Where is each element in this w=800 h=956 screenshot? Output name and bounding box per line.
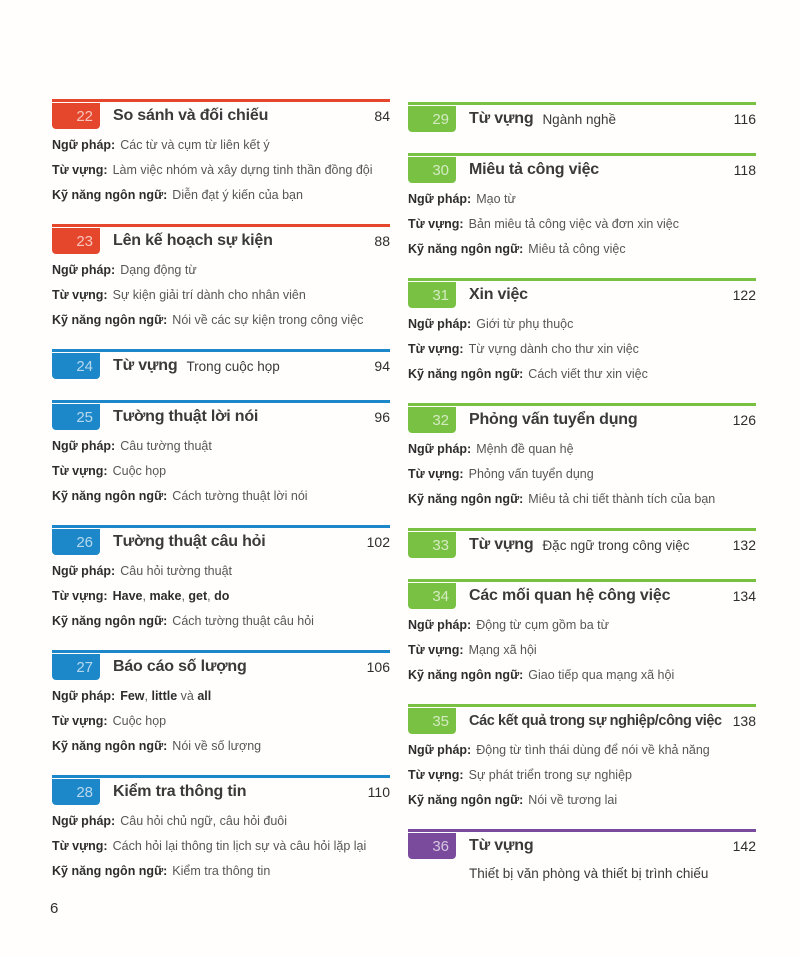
unit-detail-line [52, 609, 390, 634]
toc-unit-35 [408, 704, 756, 813]
detail-label: Ngữ pháp: [52, 814, 116, 828]
detail-label: Từ vựng: [408, 467, 464, 481]
unit-detail-line [52, 809, 390, 834]
detail-label: Ngữ pháp: [52, 689, 116, 703]
detail-label: Kỹ năng ngôn ngữ: [408, 367, 524, 381]
detail-label: Kỹ năng ngôn ngữ: [52, 864, 168, 878]
unit-number: 30 [432, 161, 449, 179]
unit-details [52, 258, 390, 333]
unit-number: 23 [76, 232, 93, 250]
unit-number: 33 [432, 536, 449, 554]
unit-detail-line [408, 362, 756, 387]
unit-header [52, 349, 390, 380]
unit-number-badge [52, 228, 100, 254]
unit-title: Từ vựng [469, 110, 534, 127]
unit-number-badge [408, 583, 456, 609]
detail-text: do [214, 589, 230, 603]
unit-number-badge [408, 708, 456, 734]
unit-subtitle: Trong cuộc họp [186, 358, 280, 374]
unit-number-badge [408, 833, 456, 859]
unit-header [408, 278, 756, 309]
unit-number-badge [52, 779, 100, 805]
unit-header [408, 403, 756, 434]
unit-number: 24 [76, 357, 93, 375]
detail-label: Kỹ năng ngôn ngữ: [52, 313, 168, 327]
toc-unit-32 [408, 403, 756, 512]
unit-title: Từ vựng [469, 536, 534, 553]
detail-text: Làm việc nhóm và xây dựng tinh thần đồng đội [112, 163, 373, 177]
unit-detail-line [408, 738, 756, 763]
detail-text: Nói về các sự kiện trong công việc [172, 313, 364, 327]
detail-label: Ngữ pháp: [52, 263, 116, 277]
unit-title: Báo cáo số lượng [113, 658, 247, 675]
detail-text: get [188, 589, 208, 603]
detail-text: Sự kiện giải trí dành cho nhân viên [112, 288, 306, 302]
detail-text: Câu tường thuật [120, 439, 212, 453]
unit-title: Kiểm tra thông tin [113, 783, 247, 800]
unit-number-badge [408, 532, 456, 558]
detail-text: Các từ và cụm từ liên kết ý [120, 138, 270, 152]
unit-title: Phỏng vấn tuyển dụng [469, 411, 638, 428]
unit-page-number: 94 [374, 358, 390, 374]
unit-number: 31 [432, 286, 449, 304]
unit-detail-line [408, 663, 756, 688]
detail-label: Ngữ pháp: [408, 618, 472, 632]
unit-detail-line [52, 734, 390, 759]
unit-number: 28 [76, 783, 93, 801]
detail-label: Từ vựng: [52, 288, 108, 302]
detail-label: Kỹ năng ngôn ngữ: [52, 739, 168, 753]
unit-header [408, 704, 756, 735]
detail-text: Từ vựng dành cho thư xin việc [468, 342, 639, 356]
detail-text: Giới từ phụ thuộc [476, 317, 574, 331]
unit-number: 34 [432, 587, 449, 605]
detail-label: Từ vựng: [52, 839, 108, 853]
detail-text: little [151, 689, 178, 703]
detail-label: Ngữ pháp: [52, 564, 116, 578]
detail-text: Few [120, 689, 145, 703]
unit-detail-line [52, 484, 390, 509]
unit-page-number: 138 [732, 713, 756, 729]
unit-number: 25 [76, 408, 93, 426]
unit-detail-line [52, 584, 390, 609]
unit-detail-line [52, 684, 390, 709]
detail-text: Nói về số lượng [172, 739, 262, 753]
unit-detail-line [52, 308, 390, 333]
unit-header [52, 525, 390, 556]
unit-number-badge [408, 157, 456, 183]
toc-column-left [52, 99, 390, 900]
unit-number-badge [408, 407, 456, 433]
unit-page-number: 126 [732, 412, 756, 428]
unit-detail-line [52, 559, 390, 584]
detail-text: Giao tiếp qua mạng xã hội [528, 668, 675, 682]
unit-header [52, 775, 390, 806]
unit-number-badge [52, 103, 100, 129]
unit-page-number: 96 [374, 409, 390, 425]
unit-detail-line [52, 434, 390, 459]
unit-detail-line [408, 212, 756, 237]
unit-detail-line [52, 158, 390, 183]
toc-unit-28 [52, 775, 390, 884]
detail-text: Bản miêu tả công việc và đơn xin việc [468, 217, 679, 231]
detail-text: Diễn đạt ý kiến của bạn [172, 188, 303, 202]
unit-title: Các mối quan hệ công việc [469, 587, 671, 604]
detail-label: Từ vựng: [408, 643, 464, 657]
unit-subtitle: Ngành nghề [542, 111, 617, 127]
toc-unit-26 [52, 525, 390, 634]
detail-label: Ngữ pháp: [408, 317, 472, 331]
detail-label: Kỹ năng ngôn ngữ: [52, 614, 168, 628]
detail-text: Sự phát triển trong sự nghiệp [468, 768, 632, 782]
unit-number: 22 [76, 107, 93, 125]
detail-label: Kỹ năng ngôn ngữ: [52, 188, 168, 202]
detail-text: Động từ cụm gồm ba từ [476, 618, 609, 632]
unit-number-badge [52, 404, 100, 430]
unit-header [408, 153, 756, 184]
detail-text: Mạng xã hội [468, 643, 537, 657]
detail-label: Từ vựng: [408, 217, 464, 231]
unit-details [408, 187, 756, 262]
unit-header [52, 224, 390, 255]
unit-detail-line [52, 183, 390, 208]
detail-text: Kiểm tra thông tin [172, 864, 271, 878]
detail-label: Từ vựng: [52, 464, 108, 478]
unit-details [52, 133, 390, 208]
unit-details [408, 738, 756, 813]
detail-label: Từ vựng: [52, 589, 108, 603]
unit-details [52, 809, 390, 884]
unit-page-number: 84 [374, 108, 390, 124]
detail-label: Từ vựng: [52, 163, 108, 177]
detail-label: Kỹ năng ngôn ngữ: [408, 492, 524, 506]
unit-detail-line [408, 638, 756, 663]
unit-subtitle: Đặc ngữ trong công việc [542, 537, 690, 553]
unit-title: Từ vựng [113, 357, 178, 374]
detail-label: Ngữ pháp: [52, 439, 116, 453]
unit-title: Tường thuật lời nói [113, 408, 259, 425]
unit-page-number: 142 [732, 838, 756, 854]
unit-detail-line [52, 133, 390, 158]
unit-number-badge [408, 106, 456, 132]
detail-text: Mệnh đề quan hệ [476, 442, 574, 456]
unit-header [52, 650, 390, 681]
toc-unit-25 [52, 400, 390, 509]
detail-label: Kỹ năng ngôn ngữ: [408, 668, 524, 682]
unit-details [408, 312, 756, 387]
detail-text: Cuộc họp [112, 714, 167, 728]
unit-detail-line [408, 763, 756, 788]
detail-text: Nói về tương lai [528, 793, 618, 807]
detail-label: Ngữ pháp: [52, 138, 116, 152]
detail-label: Ngữ pháp: [408, 442, 472, 456]
unit-detail-line [408, 788, 756, 813]
detail-text: Câu hỏi chủ ngữ, câu hỏi đuôi [120, 814, 288, 828]
toc-unit-33 [408, 528, 756, 559]
toc-unit-23 [52, 224, 390, 333]
detail-text: , [207, 589, 215, 603]
detail-label: Từ vựng: [52, 714, 108, 728]
unit-title: Các kết quả trong sự nghiệp/công việc [469, 713, 722, 729]
detail-label: Từ vựng: [408, 342, 464, 356]
unit-details [408, 613, 756, 688]
unit-page-number: 132 [732, 537, 756, 553]
unit-number: 26 [76, 533, 93, 551]
unit-number: 29 [432, 110, 449, 128]
detail-label: Kỹ năng ngôn ngữ: [52, 489, 168, 503]
detail-text: Động từ tình thái dùng để nói về khả năng [476, 743, 710, 757]
unit-details [408, 437, 756, 512]
unit-header [52, 99, 390, 130]
detail-label: Kỹ năng ngôn ngữ: [408, 793, 524, 807]
detail-text: all [197, 689, 212, 703]
unit-number: 27 [76, 658, 93, 676]
unit-title: Tường thuật câu hỏi [113, 533, 266, 550]
detail-text: Miêu tả chi tiết thành tích của bạn [528, 492, 716, 506]
unit-page-number: 102 [366, 534, 390, 550]
detail-text: Dạng động từ [120, 263, 197, 277]
unit-detail-line [408, 437, 756, 462]
detail-label: Kỹ năng ngôn ngữ: [408, 242, 524, 256]
unit-detail-line [52, 283, 390, 308]
toc-unit-31 [408, 278, 756, 387]
unit-title: Lên kế hoạch sự kiện [113, 232, 273, 249]
unit-number-badge [52, 353, 100, 379]
unit-details [52, 434, 390, 509]
unit-details [52, 684, 390, 759]
toc-unit-27 [52, 650, 390, 759]
detail-text: , [181, 589, 189, 603]
toc-unit-34 [408, 579, 756, 688]
unit-header [408, 579, 756, 610]
unit-header [52, 400, 390, 431]
detail-text: Câu hỏi tường thuật [120, 564, 232, 578]
unit-detail-line [408, 462, 756, 487]
detail-text: Cách hỏi lại thông tin lịch sự và câu hỏi lặp lại [112, 839, 367, 853]
detail-text: Mạo từ [476, 192, 516, 206]
unit-subtitle: Thiết bị văn phòng và thiết bị trình chiếu [469, 866, 709, 881]
unit-detail-line [52, 459, 390, 484]
toc-column-right [408, 102, 756, 906]
detail-text: Miêu tả công việc [528, 242, 626, 256]
unit-header [408, 528, 756, 559]
unit-page-number: 122 [732, 287, 756, 303]
unit-number: 35 [432, 712, 449, 730]
detail-text: Cuộc họp [112, 464, 167, 478]
toc-unit-29 [408, 102, 756, 133]
detail-text: make [149, 589, 182, 603]
detail-text: Cách viết thư xin việc [528, 367, 648, 381]
detail-label: Ngữ pháp: [408, 743, 472, 757]
unit-detail-line [408, 187, 756, 212]
toc-unit-36 [408, 829, 756, 886]
toc-unit-22 [52, 99, 390, 208]
page-number: 6 [50, 900, 59, 917]
unit-page-number: 116 [733, 111, 756, 127]
unit-number-badge [52, 654, 100, 680]
detail-text: Cách tường thuật câu hỏi [172, 614, 314, 628]
unit-title: Xin việc [469, 286, 528, 303]
unit-number: 36 [432, 837, 449, 855]
detail-text: và [177, 689, 198, 703]
unit-title: Miêu tả công việc [469, 161, 599, 178]
unit-page-number: 134 [732, 588, 756, 604]
unit-detail-line [52, 258, 390, 283]
unit-header [408, 829, 756, 860]
unit-details [52, 559, 390, 634]
toc-unit-30 [408, 153, 756, 262]
unit-detail-line [408, 237, 756, 262]
unit-detail-line [52, 709, 390, 734]
detail-text: Have [112, 589, 143, 603]
unit-page-number: 110 [367, 784, 390, 800]
detail-text: , [144, 689, 152, 703]
unit-number: 32 [432, 411, 449, 429]
unit-detail-line [408, 613, 756, 638]
unit-detail-line [52, 859, 390, 884]
unit-page-number: 88 [374, 233, 390, 249]
unit-detail-line [52, 834, 390, 859]
detail-label: Từ vựng: [408, 768, 464, 782]
detail-text: Cách tường thuật lời nói [172, 489, 308, 503]
unit-title: So sánh và đối chiếu [113, 107, 269, 124]
detail-text: Phỏng vấn tuyển dụng [468, 467, 594, 481]
unit-detail-line [408, 487, 756, 512]
unit-page-number: 106 [366, 659, 390, 675]
detail-label: Ngữ pháp: [408, 192, 472, 206]
unit-detail-line [408, 312, 756, 337]
unit-header [408, 102, 756, 133]
unit-page-number: 118 [733, 162, 756, 178]
unit-detail-line [408, 337, 756, 362]
unit-number-badge [52, 529, 100, 555]
detail-text: , [142, 589, 150, 603]
toc-unit-24 [52, 349, 390, 380]
unit-number-badge [408, 282, 456, 308]
unit-title: Từ vựng [469, 837, 534, 854]
